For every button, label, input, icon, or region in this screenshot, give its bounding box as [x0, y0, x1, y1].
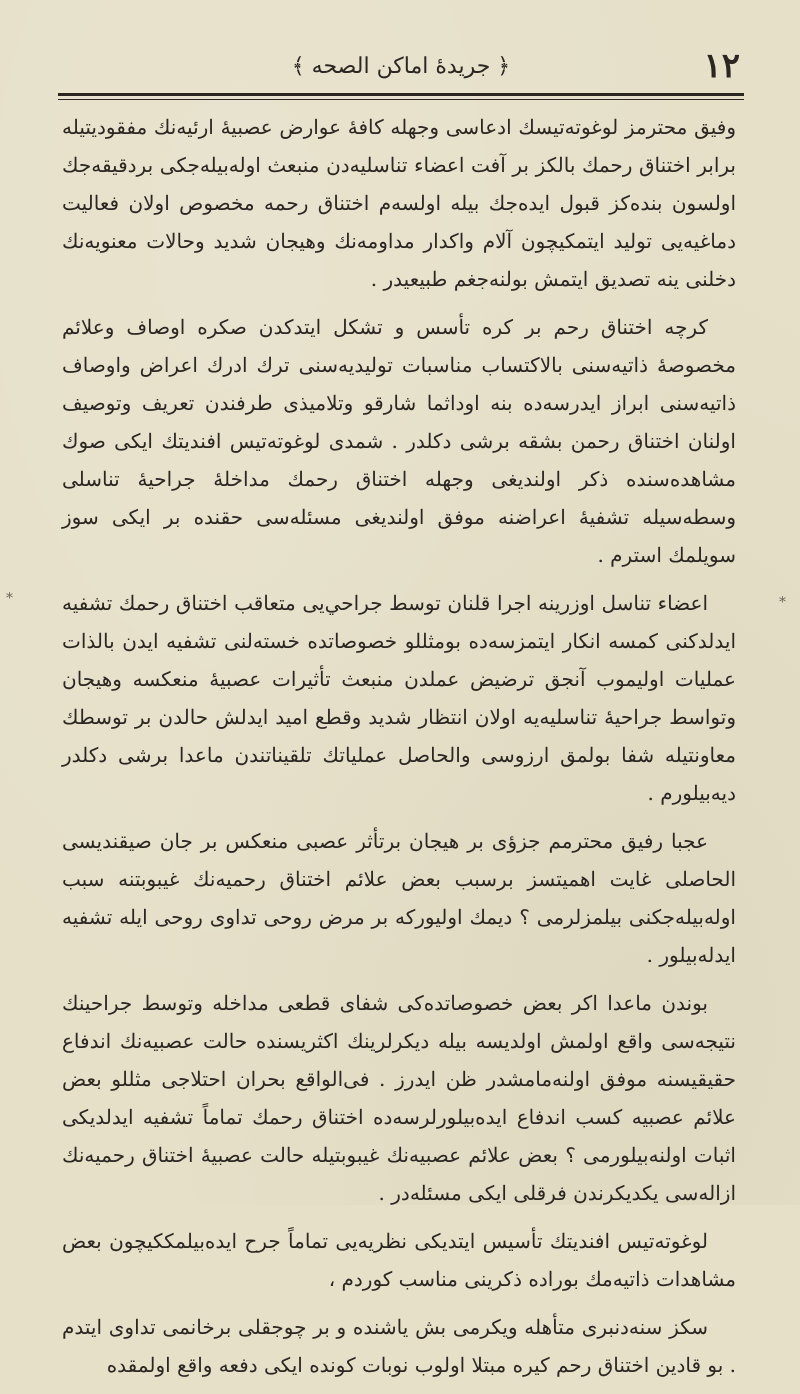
- paragraph: لوغوته‌تيس افنديتك تأسيس ايتديكى نظريه‌يى تماماً جرح ايده‌بيلمككيچون بعض مشاهدات ذاتيه‌مك بوراده ذكرينى مناسب كوردم ،: [62, 1229, 736, 1291]
- paragraph: بوندن ماعدا اكر بعض خصوصاتده‌كى شفاى قطعى مداخله وتوسط جراحينك نتيجه‌سى واقع اولمش اولديسه بيله ديكرلرينك اكثريسنده حالت عصبيه‌نك اندفاع حقيقيسنه موفق اولنه‌مامشدر ظن ايدرز . فى‌الواقع بحران احتلاجى مثللو بعض علائم عصبيه كسب اندفاع ايده‌بيلورلرسه‌ده اختناق رحمك تماماً تشفيه ايدلديكى اثبات اولنه‌بيلورمى ؟ بعض علائم عصبيه‌نك غيبوبتيله حالت عصبيهٔ اختناق رحميه‌نك ازاله‌سى يكديكرندن فرقلى ايكى مسئله‌در .: [62, 991, 736, 1205]
- paragraph: اعضاء تناسل اوزرينه اجرا قلنان توسط جراحي‌يى متعاقب اختناق رحمك تشفيه ايدلدكنى كمسه انكار ايتمزسه‌ده بومثللو خصوصاتده خسته‌لنى تشفيه ايدن بالذات عمليات اوليموب آنجق ترضيض عملدن منبعث تأثيرات عصبيهٔ منعكسه وهيجان وتواسط جراحيهٔ تناسليه‌يه اولان انتظار شديد وقطع اميد ايدلش حالدن بر توسطك معاونتيله شفا بولمق ارزوسى والحاصل عملياتك تلقيناتندن ماعدا برشى دكلدر ديه‌بيلورم .: [62, 591, 736, 805]
- body-text: [62, 108, 736, 1394]
- page-number: ۱۲: [703, 46, 740, 86]
- margin-mark: ⁎: [779, 590, 786, 606]
- header-rule-thin: [58, 99, 744, 100]
- paragraph: كرچه اختناق رحم بر كره تأسس و تشكل ايتدكدن صكره اوصاف وعلائم مخصوصهٔ ذاتيه‌سنى بالاكتساب مناسبات توليديه‌سنى ترك ادرك اعراض واوصاف ذاتيه‌سنى ابراز ايدرسه‌ده بنه اوداثما شارقو وتلاميذى طرفندن تعريف وتوصيف اولنان اختناق رحمن بشقه برشى دكلدر . شمدى لوغوته‌تيس افنديتك ايكى صوك مشاهده‌سنده ذكر اولنديغى وجهله اختناق رحمك مداخلهٔ جراحيهٔ تناسلى وسطه‌سيله تشفيهٔ اعراضنه موفق اولنديغى مسئله‌سى حقنده بر ايكى سوز سويلمك استرم .: [62, 315, 736, 567]
- paragraph: وفيق محترمز لوغوته‌تيسك ادعاسى وجهله كافهٔ عوارض عصبيهٔ ارئيه‌نك مفقوديتيله برابر اختناق رحمك بالكز بر آفت اعضاء تناسليه‌دن منبعث اوله‌بيله‌جكى بردقيقه‌جك اولسون بنده‌كز قبول ايده‌جك بيله اولسه‌م اختناق رحمه مخصوص اولان فعاليت دماغيه‌يى توليد ايتمكيچون آلام واكدار مداومه‌نك وهيجان شديد وحالات معنويه‌نك دخلنى ينه تصديق ايتمش بولنه‌جغم طبيعيدر .: [62, 115, 736, 291]
- header-rule-thick: [58, 93, 744, 96]
- paragraph: سكز سنه‌دنبرى متأهله ويكرمى بش ياشنده و بر چوجقلى برخانمى تداوى ايتدم . بو قادين اختناق رحم كيره مبتلا اولوب نوبات كونده ايكى دفعه واقع اولمقده: [62, 1315, 736, 1377]
- margin-mark: ⁎: [6, 586, 13, 602]
- paragraph: عجبا رفيق محترمم جزؤى بر هيجان برتأثر عصبى منعكس بر جان صيقنديسى الحاصلى غايت اهميتسز برسبب بعض علائم اختناق رحميه‌نك غيبوبتنه سبب اوله‌بيله‌جكنى بيلمزلرمى ؟ ديمك اوليوركه بر مرض روحى تداوى روحى ايله تشفيه ايدله‌بيلور .: [62, 829, 736, 967]
- running-title: ﴿ جريدهٔ اماكن الصحه ﴾: [291, 54, 511, 79]
- page-header: [58, 44, 744, 92]
